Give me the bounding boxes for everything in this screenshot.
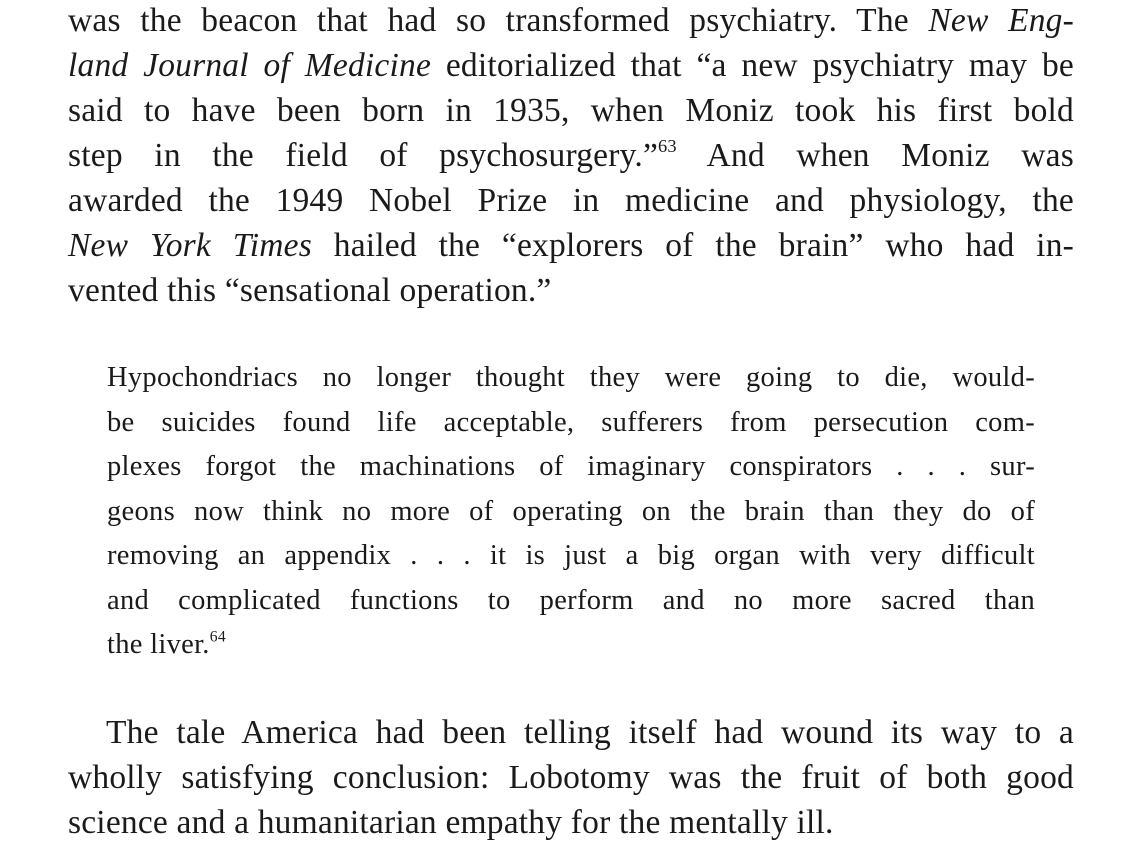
text-run: the liver. <box>107 629 210 660</box>
quote-line-1: Hypochondriacs no longer thought they were going to die, would- <box>107 362 1035 393</box>
paragraph-1-line-6 <box>68 223 1074 268</box>
paragraph-1-line-2 <box>68 43 1074 88</box>
text-run: And when Moniz was <box>676 137 1074 174</box>
paragraph-1-line-5: awarded the 1949 Nobel Prize in medicine and physiology, the <box>68 182 1074 219</box>
paragraph-1-line-7: vented this “sensational operation.” <box>68 272 552 309</box>
quote-line-4: geons now think no more of operating on the brain than they do of <box>107 495 1035 527</box>
quote-line-3: plexes forgot the machinations of imaginary conspirators . . . sur- <box>107 451 1035 482</box>
paragraph-1-line-3: said to have been born in 1935, when Moniz took his first bold <box>68 92 1074 129</box>
text-run: was the beacon that had so transformed psychiatry. The <box>68 2 929 39</box>
paragraph-2 <box>68 710 1074 845</box>
paragraph-1-line-4 <box>68 133 1074 178</box>
quote-line-6: and complicated functions to perform and no more sacred than <box>107 584 1035 616</box>
paragraph-1-line-1 <box>68 0 1074 43</box>
paragraph-2-line-2: wholly satisfying conclusion: Lobotomy was the fruit of both good <box>68 759 1074 796</box>
paragraph-2-line-1: The tale America had been telling itself had wound its way to a <box>106 714 1074 751</box>
block-quote <box>107 356 1035 668</box>
quote-line-5: removing an appendix . . . it is just a big organ with very difficult <box>107 540 1035 571</box>
text-run: editorialized that “a new psychiatry may be <box>431 47 1074 84</box>
journal-title-italic: New Eng- <box>928 2 1074 39</box>
quote-line-2: be suicides found life acceptable, sufferers from persecution com- <box>107 406 1035 438</box>
paragraph-1 <box>68 0 1074 313</box>
text-run: hailed the “explorers of the brain” who had in- <box>311 227 1074 264</box>
paragraph-2-line-3: science and a humanitarian empathy for the mentally ill. <box>68 804 834 841</box>
newspaper-title-italic: New York Times <box>68 227 312 264</box>
footnote-ref-64: 64 <box>209 628 226 646</box>
quote-line-7 <box>107 623 1035 668</box>
journal-title-italic: land Journal of Medicine <box>68 47 432 84</box>
text-run: step in the field of psychosurgery.” <box>68 137 659 174</box>
footnote-ref-63: 63 <box>658 136 677 157</box>
